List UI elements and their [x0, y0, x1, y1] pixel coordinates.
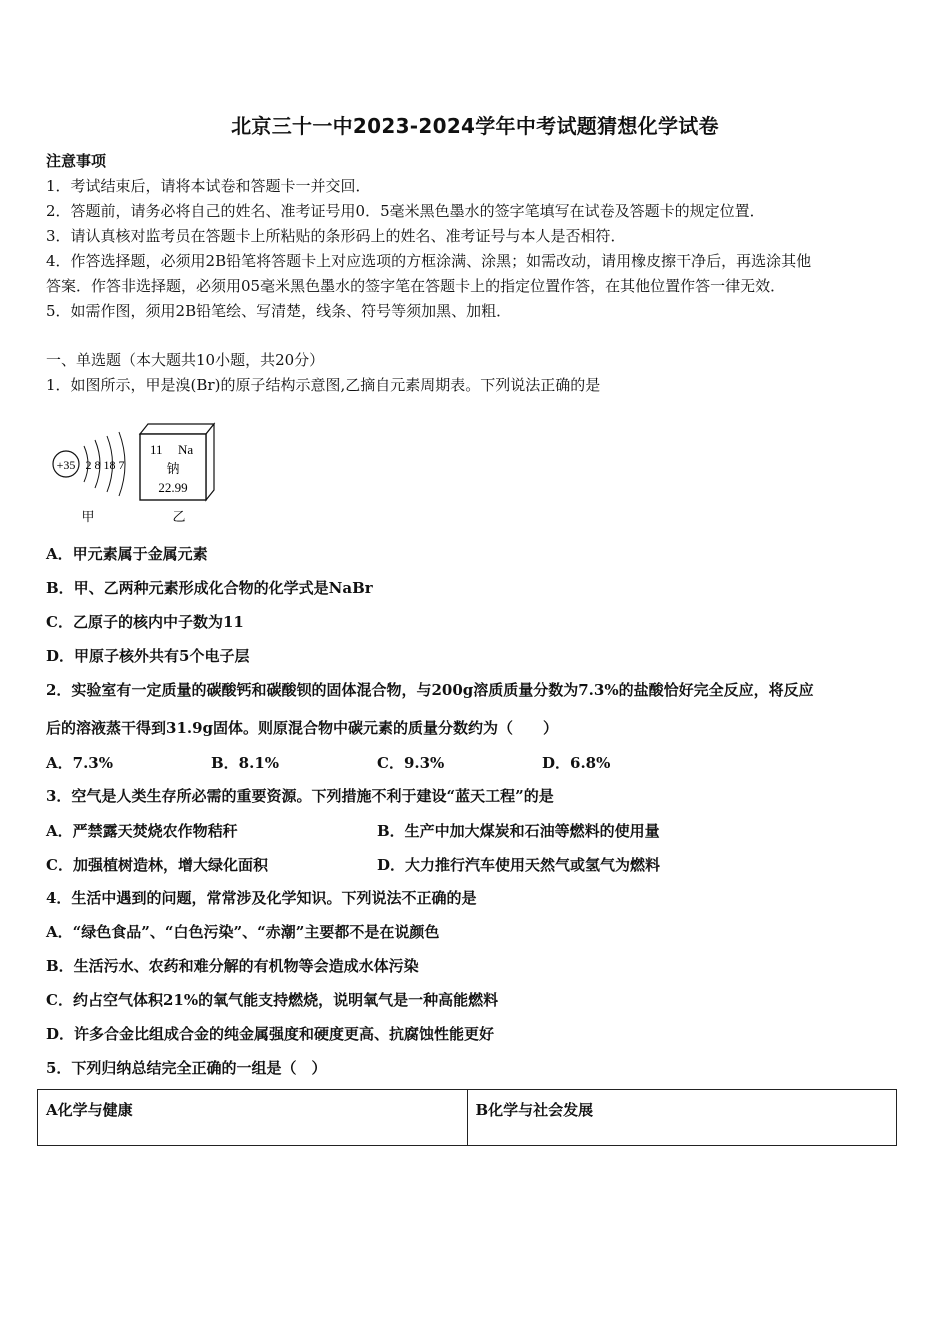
q4-option-b: B．生活污水、农药和难分解的有机物等会造成水体污染	[46, 957, 419, 975]
nucleus-charge: +35	[56, 458, 76, 472]
q4-option-a: A．“绿色食品”、“白色污染”、“赤潮”主要都不是在说颜色	[46, 923, 440, 941]
question-3-stem: 3．空气是人类生存所必需的重要资源。下列措施不利于建设“蓝天工程”的是	[46, 787, 554, 805]
q3-option-b: B．生产中加大煤炭和石油等燃料的使用量	[377, 822, 660, 840]
q1-option-d: D．甲原子核外共有5个电子层	[46, 647, 250, 665]
question-2-stem-line2: 后的溶液蒸干得到31.9g固体。则原混合物中碳元素的质量分数约为（ ）	[46, 719, 559, 737]
q4-option-c: C．约占空气体积21%的氧气能支持燃烧，说明氧气是一种高能燃料	[46, 991, 499, 1009]
atomic-mass: 22.99	[158, 480, 188, 495]
question-5-stem: 5．下列归纳总结完全正确的一组是（ ）	[46, 1059, 327, 1077]
q5-cell-b-header: B化学与社会发展	[467, 1090, 897, 1146]
q4-option-d: D．许多合金比组成合金的纯金属强度和硬度更高、抗腐蚀性能更好	[46, 1025, 495, 1043]
question-2-stem-line1: 2．实验室有一定质量的碳酸钙和碳酸钡的固体混合物，与200g溶质质量分数为7.3%的盐酸恰好完全反应，将反应	[46, 681, 814, 699]
question-4-stem: 4．生活中遇到的问题，常常涉及化学知识。下列说法不正确的是	[46, 889, 477, 907]
section-heading: 一、单选题（本大题共10小题，共20分）	[46, 351, 325, 369]
q3-option-c: C．加强植树造林，增大绿化面积	[46, 856, 268, 874]
exam-title: 北京三十一中2023-2024学年中考试题猜想化学试卷	[231, 114, 719, 138]
electron-shells: 2 8 18 7	[85, 458, 125, 472]
notice-item: 2．答题前，请务必将自己的姓名、准考证号用0．5毫米黑色墨水的签字笔填写在试卷及答题卡的规定位置．	[46, 202, 765, 220]
notice-item: 1．考试结束后，请将本试卷和答题卡一并交回．	[46, 177, 371, 195]
q3-option-a: A．严禁露天焚烧农作物秸秆	[46, 822, 238, 840]
q3-option-d: D．大力推行汽车使用天然气或氢气为燃料	[377, 856, 661, 874]
q1-option-c: C．乙原子的核内中子数为11	[46, 613, 244, 631]
element-name: 钠	[166, 462, 180, 477]
table-row	[38, 1090, 897, 1146]
element-symbol: Na	[178, 442, 194, 457]
notice-heading: 注意事项	[46, 152, 107, 170]
q2-option-b: B．8.1%	[211, 754, 280, 772]
q2-option-d: D．6.8%	[542, 754, 611, 772]
notice-item: 4．作答选择题，必须用2B铅笔将答题卡上对应选项的方框涂满、涂黑；如需改动，请用橡皮擦干净后，再选涂其他	[46, 252, 812, 270]
diagram-label-jia: 甲	[81, 510, 95, 525]
notice-item: 答案．作答非选择题，必须用05毫米黑色墨水的签字笔在答题卡上的指定位置作答，在其他位置作答一律无效．	[46, 277, 786, 295]
question-1-stem: 1．如图所示，甲是溴(Br)的原子结构示意图,乙摘自元素周期表。下列说法正确的是	[46, 376, 601, 394]
diagram-label-yi: 乙	[172, 510, 186, 525]
q5-table	[37, 1089, 897, 1146]
q2-option-a: A．7.3%	[46, 754, 113, 772]
notice-item: 5．如需作图，须用2B铅笔绘、写清楚，线条、符号等须加黑、加粗．	[46, 302, 512, 320]
q1-diagram	[40, 418, 240, 533]
sodium-element-cell	[140, 424, 214, 525]
q5-cell-a-header: A化学与健康	[38, 1090, 468, 1146]
q1-option-b: B．甲、乙两种元素形成化合物的化学式是NaBr	[46, 579, 373, 597]
atomic-number: 11	[150, 442, 163, 457]
notice-item: 3．请认真核对监考员在答题卡上所粘贴的条形码上的姓名、准考证号与本人是否相符．	[46, 227, 626, 245]
bromine-atom-diagram	[53, 432, 125, 525]
q1-option-a: A．甲元素属于金属元素	[46, 545, 208, 563]
q2-option-c: C．9.3%	[377, 754, 445, 772]
